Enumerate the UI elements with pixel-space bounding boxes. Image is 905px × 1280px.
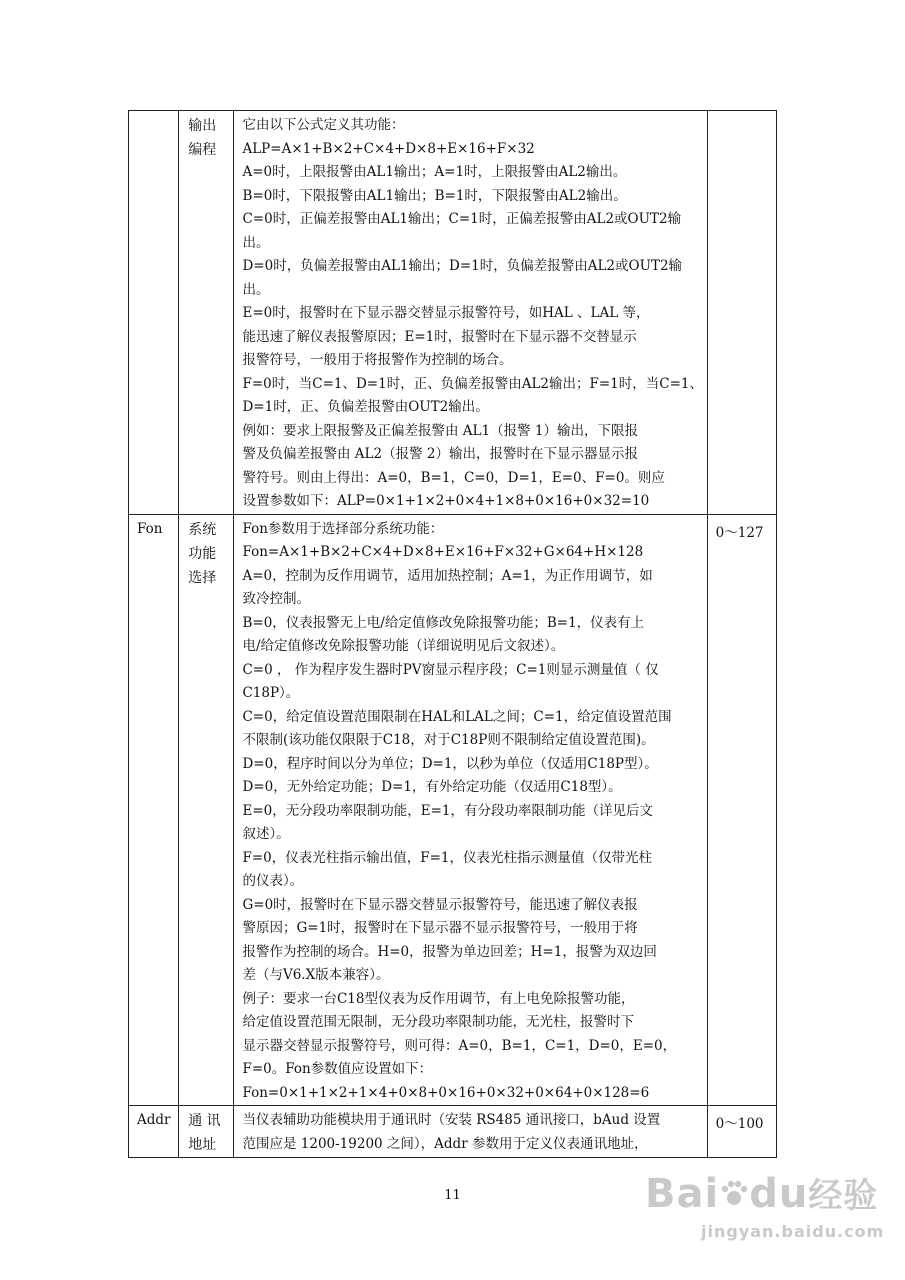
watermark-logo-bai: Bai	[645, 1171, 720, 1217]
description-line: 当仪表辅助功能模块用于通讯时（安装 RS485 通讯接口，bAud 设置	[242, 1112, 661, 1128]
param-name-cell	[179, 514, 234, 1106]
param-name-line: 通 讯	[188, 1113, 221, 1129]
param-name-line: 选择	[188, 569, 217, 586]
description-line: B=0，仪表报警无上电/给定值修改免除报警功能；B=1，仪表有上	[242, 614, 645, 631]
description-line: G=0时，报警时在下显示器交替显示报警符号，能迅速了解仪表报	[242, 896, 638, 913]
paw-icon	[719, 1168, 749, 1220]
table-row	[129, 514, 777, 1106]
description-line: C=0时，正偏差报警由AL1输出；C=1时，正偏差报警由AL2或OUT2输	[242, 211, 682, 227]
param-range-cell	[707, 111, 776, 515]
description-line: 警符号。则由上得出：A=0，B=1，C=0，D=1，E=0、F=0。则应	[242, 469, 665, 486]
description-line: 致冷控制。	[242, 591, 310, 607]
description-line: 警原因；G=1时，报警时在下显示器不显示报警符号，一般用于将	[242, 920, 638, 936]
description-line: C=0，给定值设置范围限制在HAL和LAL之间；C=1，给定值设置范围	[242, 708, 672, 725]
description-line: 不限制(该功能仅限限于C18，对于C18P则不限制给定值设置范围)。	[242, 732, 655, 748]
watermark-url: jingyan.baidu.com	[701, 1222, 885, 1241]
param-range-cell: 0～127	[707, 514, 776, 1106]
description-line: F=0时，当C=1、D=1时，正、负偏差报警由AL2输出；F=1时，当C=1、	[242, 375, 703, 392]
description-line: 例子：要求一台C18型仪表为反作用调节，有上电免除报警功能，	[242, 990, 635, 1007]
param-name-line: 系统	[188, 521, 217, 538]
param-range-cell: 0～100	[707, 1106, 776, 1158]
description-line: 报警符号，一般用于将报警作为控制的场合。	[242, 352, 513, 368]
parameter-table	[128, 110, 777, 1158]
description-line: Fon=A×1+B×2+C×4+D×8+E×16+F×32+G×64+H×128	[242, 544, 644, 560]
description-line: A=0，控制为反作用调节，适用加热控制；A=1，为正作用调节，如	[242, 567, 653, 584]
description-line: C18P）。	[242, 685, 300, 701]
description-line: 显示器交替显示报警符号，则可得：A=0，B=1，C=1，D=0，E=0，	[242, 1037, 677, 1054]
description-line: 给定值设置范围无限制，无分段功率限制功能，无光柱，报警时下	[242, 1014, 634, 1030]
description-line: 出。	[242, 281, 270, 298]
watermark-logo-cn: 经验	[808, 1176, 879, 1216]
description-line: D=1时，正、负偏差报警由OUT2输出。	[242, 399, 489, 415]
description-line: B=0时，下限报警由AL1输出；B=1时，下限报警由AL2输出。	[242, 187, 627, 204]
baidu-jingyan-watermark	[645, 1168, 885, 1268]
watermark-logo-du: du	[749, 1171, 809, 1217]
param-code-cell	[129, 111, 179, 515]
param-name-line: 输出	[188, 118, 217, 134]
description-line: 出。	[242, 234, 270, 251]
param-name-cell	[179, 111, 234, 515]
description-line: ALP=A×1+B×2+C×4+D×8+E×16+F×32	[242, 140, 535, 157]
description-line: 例如：要求上限报警及正偏差报警由 AL1（报警 1）输出，下限报	[242, 422, 638, 439]
param-code-cell: Addr	[129, 1106, 179, 1158]
description-line: A=0时，上限报警由AL1输出；A=1时，上限报警由AL2输出。	[242, 164, 627, 180]
description-line: 范围应是 1200-19200 之间），Addr 参数用于定义仪表通讯地址，	[242, 1135, 648, 1152]
description-line: 电/给定值修改免除报警功能（详细说明见后文叙述）。	[242, 638, 565, 654]
description-line: 的仪表）。	[242, 873, 304, 889]
description-line: F=0，仪表光柱指示输出值，F=1，仪表光柱指示测量值（仅带光柱	[242, 849, 653, 866]
param-name-cell	[179, 1106, 234, 1158]
description-line: 叙述）。	[242, 826, 290, 842]
description-line: D=0，无外给定功能；D=1，有外给定功能（仅适用C18型）。	[242, 779, 622, 795]
description-line: 设置参数如下：ALP=0×1+1×2+0×4+1×8+0×16+0×32=10	[242, 493, 650, 509]
table-row	[129, 1106, 777, 1158]
description-line: E=0时，报警时在下显示器交替显示报警符号，如HAL 、LAL 等，	[242, 305, 650, 321]
param-description-cell	[234, 1106, 707, 1158]
param-code-cell: Fon	[129, 514, 179, 1106]
description-line: E=0，无分段功率限制功能，E=1，有分段功率限制功能（详见后文	[242, 802, 653, 819]
param-description-cell	[234, 514, 707, 1106]
description-line: Fon=0×1+1×2+1×4+0×8+0×16+0×32+0×64+0×128=6	[242, 1084, 650, 1101]
description-line: 能迅速了解仪表报警原因；E=1时，报警时在下显示器不交替显示	[242, 328, 637, 345]
description-line: 差（与V6.X版本兼容）。	[242, 967, 390, 983]
description-line: 报警作为控制的场合。H=0，报警为单边回差；H=1，报警为双边回	[242, 943, 657, 960]
param-name-line: 编程	[188, 142, 217, 158]
table-row	[129, 111, 777, 515]
param-description-cell	[234, 111, 707, 515]
param-name-line: 功能	[188, 545, 217, 562]
description-line: Fon参数用于选择部分系统功能：	[242, 520, 444, 537]
description-line: D=0时，负偏差报警由AL1输出；D=1时，负偏差报警由AL2或OUT2输	[242, 258, 683, 274]
param-name-line: 地址	[188, 1137, 217, 1153]
description-line: 它由以下公式定义其功能：	[242, 117, 405, 133]
description-line: 警及负偏差报警由 AL2（报警 2）输出，报警时在下显示器显示报	[242, 446, 638, 462]
description-line: F=0。Fon参数值应设置如下：	[242, 1061, 433, 1077]
page-number: 11	[444, 1188, 461, 1203]
description-line: D=0，程序时间以分为单位；D=1，以秒为单位（仅适用C18P型）。	[242, 755, 658, 772]
description-line: C=0 ， 作为程序发生器时PV窗显示程序段；C=1则显示测量值（ 仅	[242, 661, 659, 678]
